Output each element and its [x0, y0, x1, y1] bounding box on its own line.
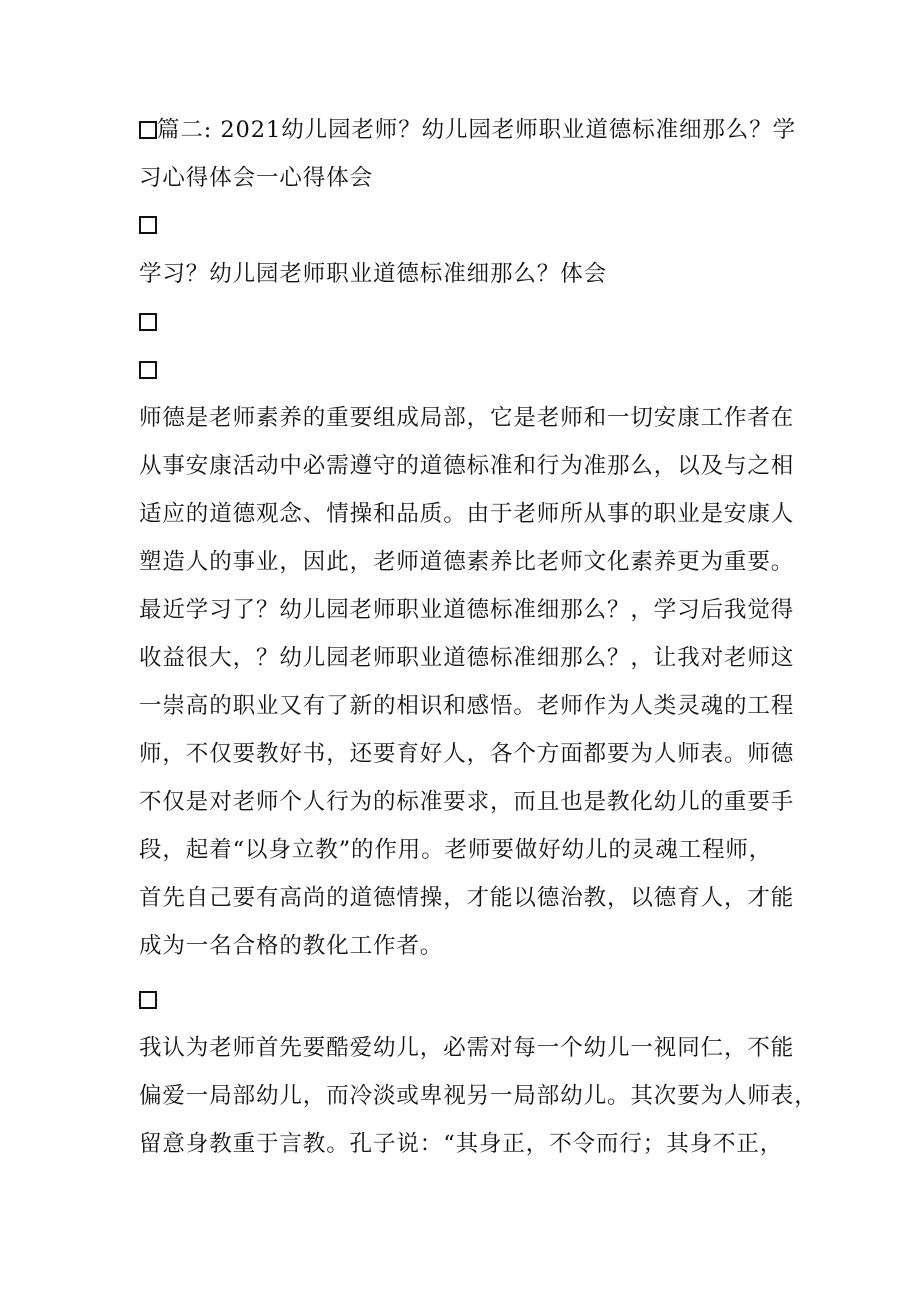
empty-marker-1	[139, 216, 157, 236]
checkbox-icon	[139, 991, 157, 1009]
paragraph1-line: 一崇高的职业又有了新的相识和感悟。老师作为人类灵魂的工程	[139, 693, 795, 719]
paragraph2-line: 我认为老师首先要酷爱幼儿，必需对每一个幼儿一视同仁，不能	[139, 1035, 795, 1061]
empty-marker-4	[139, 991, 157, 1011]
paragraph1-line: 段，起着“以身立教”的作用。老师要做好幼儿的灵魂工程师，	[139, 837, 773, 863]
heading-text-1: 篇二: 2021幼儿园老师？幼儿园老师职业道德标准细那么？学	[157, 117, 796, 143]
paragraph1-line: 收益很大，？幼儿园老师职业道德标准细那么？，让我对老师这	[139, 645, 795, 671]
paragraph1-line: 师德是老师素养的重要组成局部，它是老师和一切安康工作者在	[139, 405, 795, 431]
checkbox-icon	[139, 361, 157, 379]
paragraph1-line: 从事安康活动中必需遵守的道德标准和行为准那么，以及与之相	[139, 453, 795, 479]
paragraph1-line: 首先自己要有高尚的道德情操，才能以德治教，以德育人，才能	[139, 885, 795, 911]
checkbox-icon	[139, 121, 157, 139]
paragraph1-line: 塑造人的事业，因此，老师道德素养比老师文化素养更为重要。	[139, 549, 795, 575]
paragraph2-line: 偏爱一局部幼儿，而冷淡或卑视另一局部幼儿。其次要为人师表，	[139, 1083, 818, 1109]
paragraph1-line: 不仅是对老师个人行为的标准要求，而且也是教化幼儿的重要手	[139, 789, 795, 815]
paragraph1-line: 成为一名合格的教化工作者。	[139, 933, 444, 959]
empty-marker-3	[139, 361, 157, 381]
checkbox-icon	[139, 216, 157, 234]
paragraph1-line: 适应的道德观念、情操和品质。由于老师所从事的职业是安康人	[139, 501, 795, 527]
subtitle: 学习？幼儿园老师职业道德标准细那么？体会	[139, 261, 608, 287]
paragraph1-line: 师，不仅要教好书，还要育好人，各个方面都要为人师表。师德	[139, 741, 795, 767]
checkbox-icon	[139, 313, 157, 331]
heading-line-2: 习心得体会一心得体会	[139, 165, 374, 191]
paragraph2-line: 留意身教重于言教。孔子说：“其身正，不令而行；其身不正，	[139, 1131, 784, 1157]
empty-marker-2	[139, 313, 157, 333]
paragraph1-line: 最近学习了？幼儿园老师职业道德标准细那么？，学习后我觉得	[139, 597, 795, 623]
heading-line-1	[139, 115, 796, 145]
